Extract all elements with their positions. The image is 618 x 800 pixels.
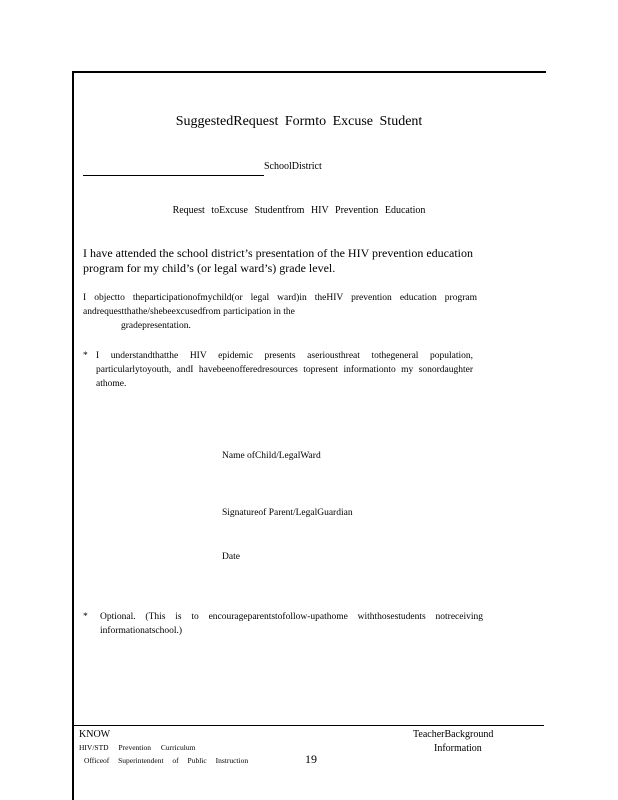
child-name-label: Name ofChild/LegalWard <box>222 451 321 461</box>
form-title: SuggestedRequest Formto Excuse Student <box>175 114 423 129</box>
footer-know: KNOW <box>79 729 111 740</box>
optional-asterisk: * <box>83 612 88 622</box>
footer-teacher-background: TeacherBackground <box>413 729 494 740</box>
page-number: 19 <box>305 752 317 766</box>
form-subtitle: Request toExcuse Studentfrom HIV Prevention Education <box>172 205 426 216</box>
optional-note-text: Optional. (This is to encourageparentstofollow-upathome withthosestudents notreceiving informationatschool.) <box>100 612 483 636</box>
object-paragraph-indent: gradepresentation. <box>121 321 191 331</box>
school-district-label: SchoolDistrict <box>264 161 322 172</box>
optional-note <box>83 610 483 638</box>
footer-information: Information <box>434 743 482 754</box>
footer-office: Officeof Superintendent of Public Instruction <box>84 756 249 765</box>
left-rule <box>72 71 74 800</box>
asterisk-marker: * <box>83 351 88 361</box>
school-district-blank <box>83 175 264 176</box>
attended-paragraph: I have attended the school district’s presentation of the HIV prevention education program for my child’s (or legal ward’s) grade level. <box>83 246 473 275</box>
object-paragraph <box>83 291 477 333</box>
footer-curriculum: HIV/STD Prevention Curriculum <box>79 743 196 752</box>
date-label: Date <box>222 552 240 562</box>
signature-label: Signatureof Parent/LegalGuardian <box>222 508 353 518</box>
top-rule <box>72 71 546 73</box>
understand-paragraph <box>83 349 473 391</box>
footer-rule <box>74 725 544 726</box>
object-paragraph-main: I objectto theparticipationofmychild(or legal ward)in theHIV prevention education program andrequestthathe/shebeexcusedfrom participation in the <box>83 293 477 317</box>
understand-paragraph-text: I understandthatthe HIV epidemic presents aseriousthreat tothegeneral population, particularlytoyouth, andI havebeenofferedresources topresent informationto my sonordaughter athome. <box>96 351 473 389</box>
